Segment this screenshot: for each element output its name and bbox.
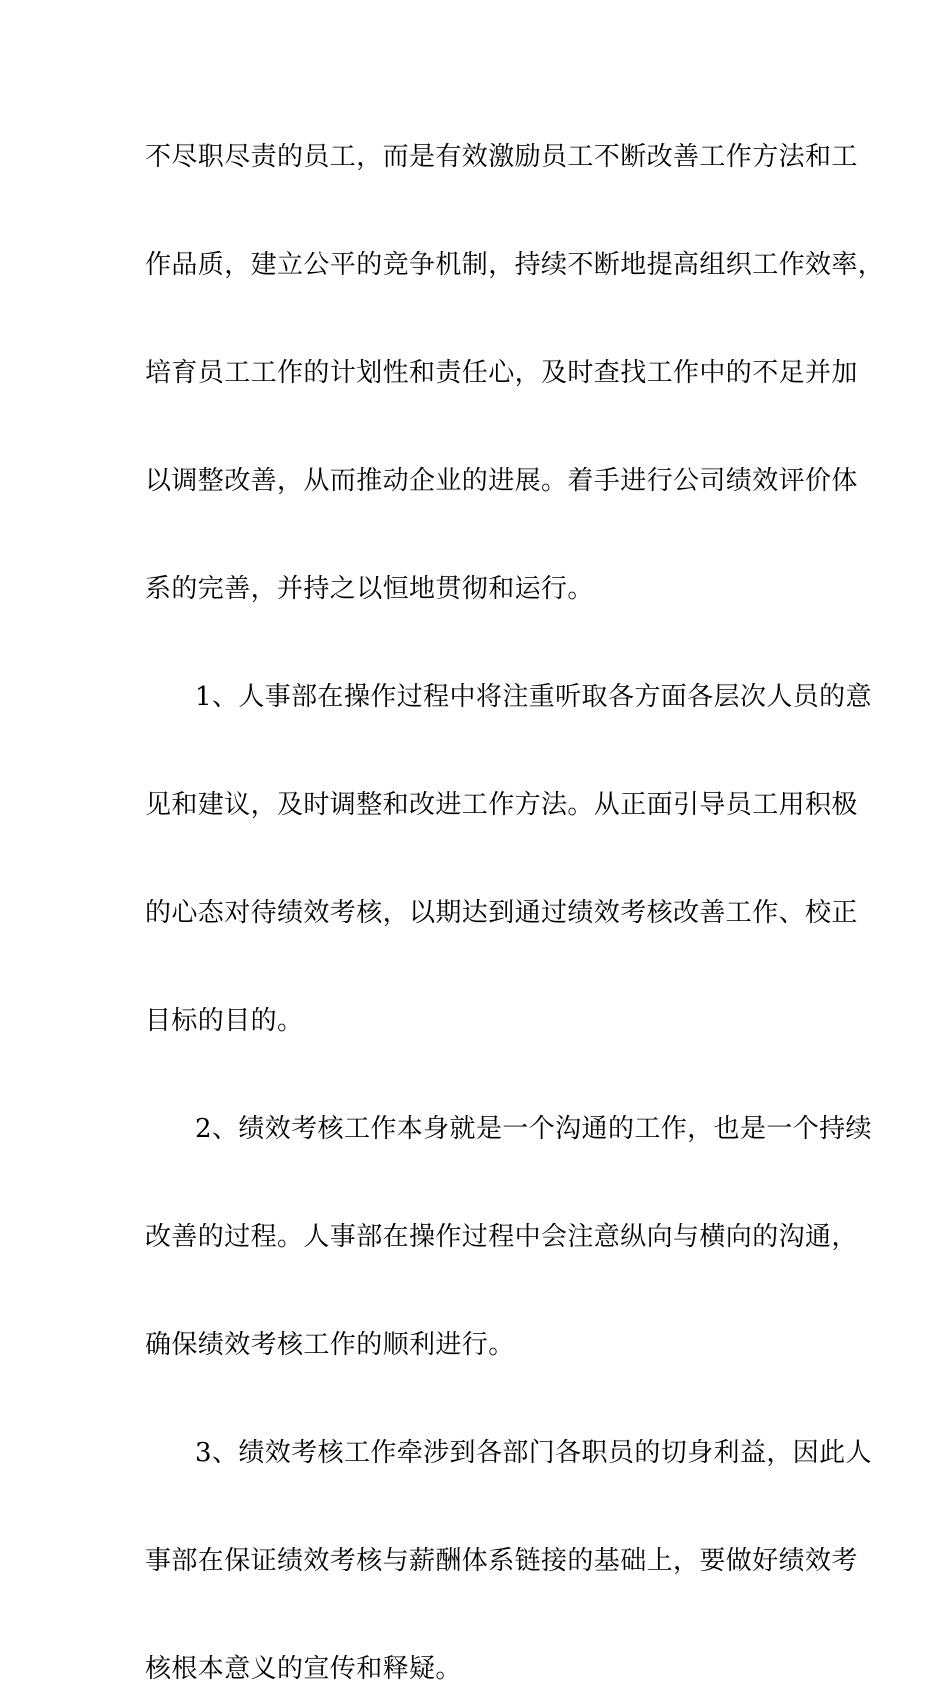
paragraph-item-1 xyxy=(145,670,872,1102)
paragraph-item-3 xyxy=(145,1426,872,1696)
text-line: 目标的目的。 xyxy=(145,1006,304,1036)
document-body xyxy=(145,130,885,1696)
text-line: 培育员工工作的计划性和责任心，及时查找工作中的不足并加 xyxy=(145,358,858,388)
text-line: 作品质，建立公平的竞争机制，持续不断地提高组织工作效率， xyxy=(145,250,885,280)
text-line: 确保绩效考核工作的顺利进行。 xyxy=(145,1330,515,1360)
text-line: 3、绩效考核工作牵涉到各部门各职员的切身利益，因此人 xyxy=(195,1438,872,1468)
text-line: 2、绩效考核工作本身就是一个沟通的工作，也是一个持续 xyxy=(195,1114,872,1144)
text-line: 事部在保证绩效考核与薪酬体系链接的基础上，要做好绩效考 xyxy=(145,1546,858,1576)
text-line: 的心态对待绩效考核，以期达到通过绩效考核改善工作、校正 xyxy=(145,898,858,928)
text-line: 改善的过程。人事部在操作过程中会注意纵向与横向的沟通， xyxy=(145,1222,858,1252)
text-line: 以调整改善，从而推动企业的进展。着手进行公司绩效评价体 xyxy=(145,466,858,496)
paragraph-item-2 xyxy=(145,1102,872,1426)
paragraph-intro xyxy=(145,130,885,670)
text-line: 系的完善，并持之以恒地贯彻和运行。 xyxy=(145,574,594,604)
text-line: 1、人事部在操作过程中将注重听取各方面各层次人员的意 xyxy=(195,682,872,712)
text-line: 见和建议，及时调整和改进工作方法。从正面引导员工用积极 xyxy=(145,790,858,820)
text-line: 不尽职尽责的员工，而是有效激励员工不断改善工作方法和工 xyxy=(145,142,858,172)
text-line: 核根本意义的宣传和释疑。 xyxy=(145,1654,462,1684)
